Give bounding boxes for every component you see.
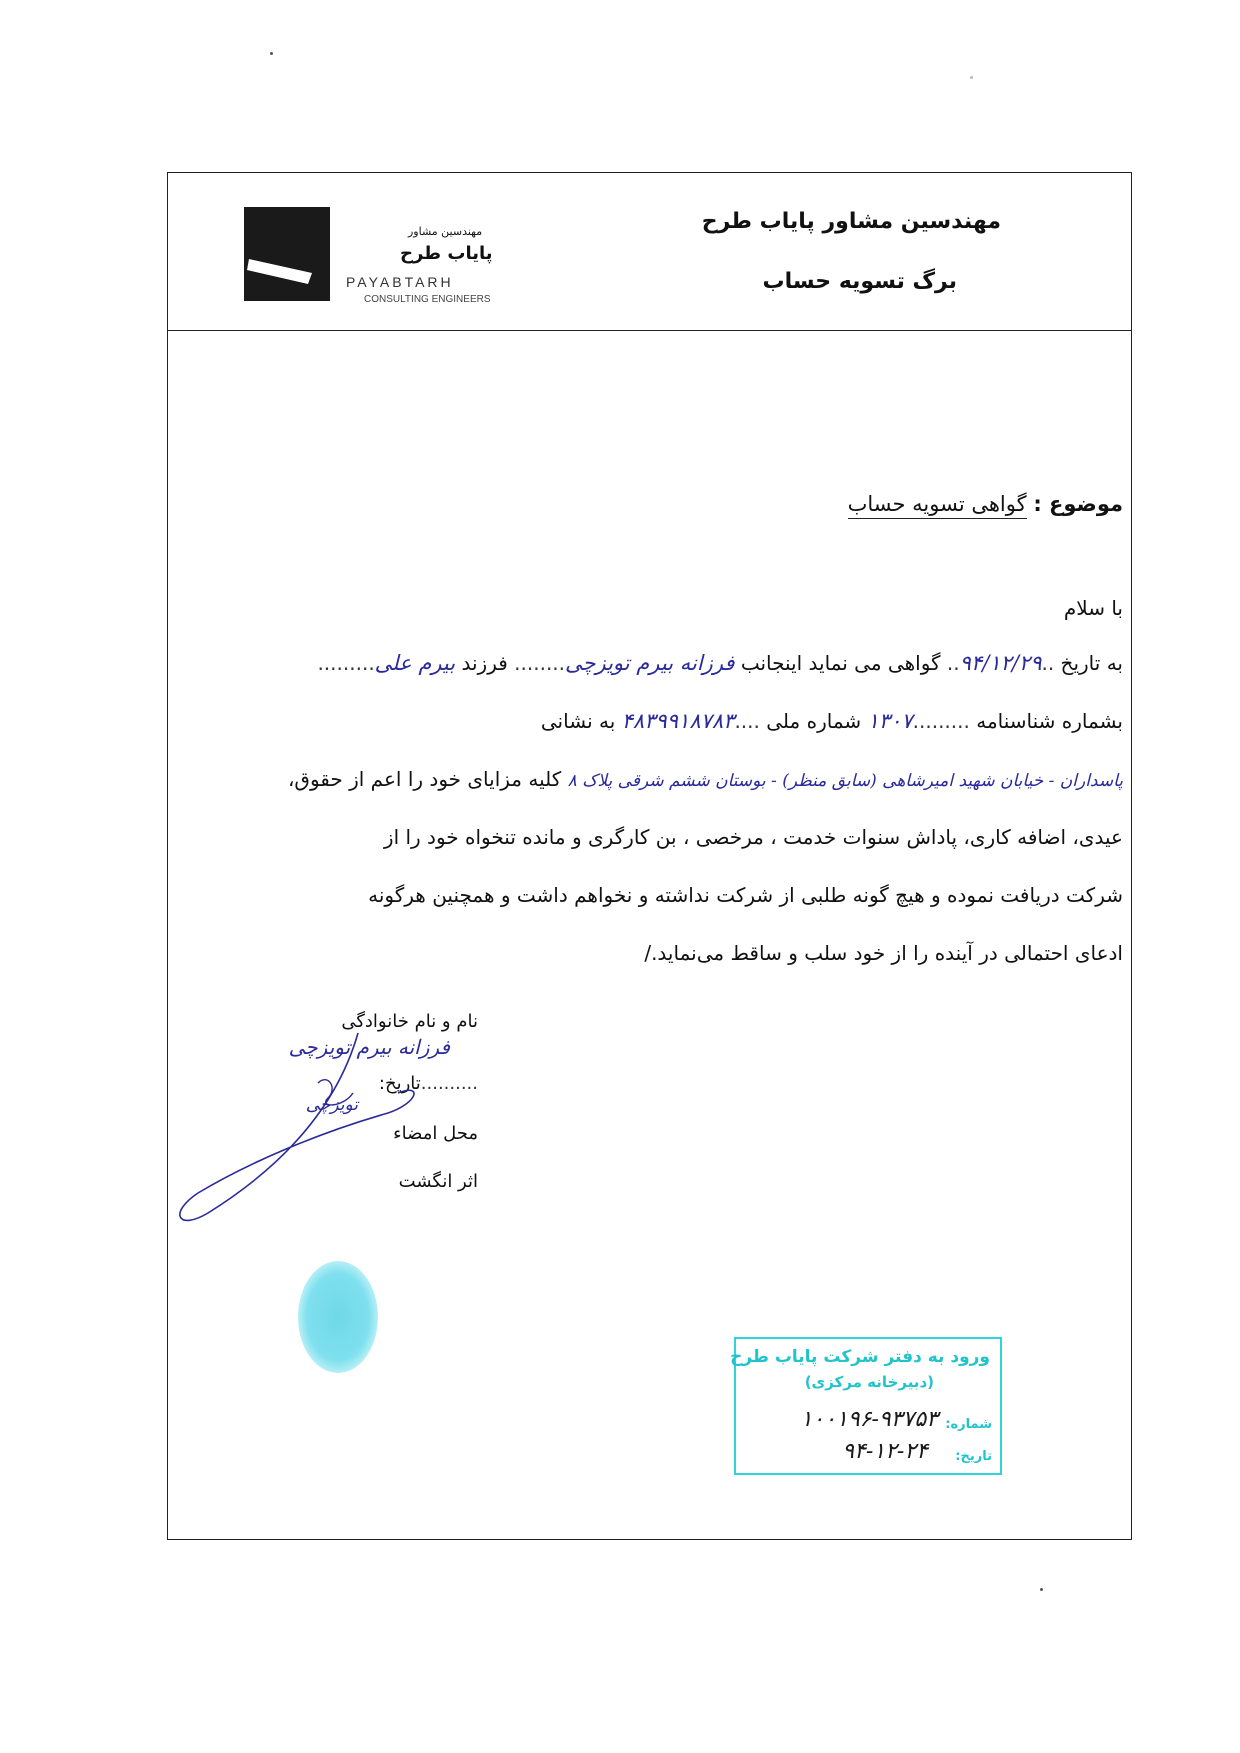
logo-stripe-icon bbox=[244, 207, 330, 301]
stamp-title: ورود به دفتر شرکت پایاب طرح bbox=[730, 1347, 990, 1367]
body-line-1: به تاریخ ..۹۴/۱۲/۲۹.. گواهی می نماید اینجانب فرزانه بیرم تویزچی........ فرزند بیرم علی......... bbox=[317, 651, 1123, 675]
stamp-date-value: ۹۴-۱۲-۲۴ bbox=[842, 1439, 928, 1464]
settlement-form bbox=[167, 172, 1132, 1540]
subject-label: موضوع : bbox=[1033, 492, 1123, 516]
scan-speck bbox=[970, 76, 973, 79]
fingerprint-icon bbox=[298, 1261, 378, 1373]
logo-english-sub: CONSULTING ENGINEERS bbox=[364, 294, 491, 305]
company-logo-mark bbox=[244, 207, 330, 301]
company-name: مهندسین مشاور پایاب طرح bbox=[701, 209, 1001, 234]
stamp-number-label: شماره: bbox=[945, 1417, 992, 1432]
stamp-number-value: ۱۰۰۱۹۶-۹۳۷۵۳ bbox=[800, 1407, 938, 1432]
handwritten-address: پاسداران - خیابان شهید امیرشاهی (سابق منظر) - بوستان ششم شرقی پلاک ۸ bbox=[567, 771, 1123, 791]
handwritten-father-name: بیرم علی bbox=[374, 651, 456, 675]
name-label: نام و نام خانوادگی bbox=[341, 1011, 478, 1032]
handwritten-name: فرزانه بیرم تویزچی bbox=[565, 651, 735, 675]
greeting: با سلام bbox=[1063, 596, 1123, 620]
signature-scribble-icon bbox=[168, 1013, 468, 1233]
body-line-5: شرکت دریافت نموده و هیچ گونه طلبی از شرکت نداشته و نخواهم داشت و همچنین هرگونه bbox=[368, 883, 1123, 907]
subject-value: گواهی تسویه حساب bbox=[848, 492, 1027, 519]
fingerprint-label: اثر انگشت bbox=[398, 1171, 478, 1192]
date-label: ..........تاریخ: bbox=[378, 1073, 478, 1094]
subject-line bbox=[848, 492, 1123, 516]
handwritten-national-id: ۴۸۳۹۹۱۸۷۸۳ bbox=[621, 709, 735, 733]
text: شماره ملی bbox=[766, 709, 862, 733]
text: بشماره شناسنامه bbox=[976, 709, 1123, 733]
body-line-2: بشماره شناسنامه .........۱۳۰۷ شماره ملی ....۴۸۳۹۹۱۸۷۸۳ به نشانی bbox=[540, 709, 1123, 733]
stamp-date-label: تاریخ: bbox=[955, 1449, 992, 1464]
handwritten-signature-text: تویزچی bbox=[305, 1095, 358, 1115]
text: گواهی می نماید اینجانب bbox=[740, 651, 941, 675]
receipt-stamp bbox=[730, 1337, 1002, 1475]
logo-english: PAYABTARH bbox=[346, 274, 454, 290]
text: به نشانی bbox=[540, 709, 616, 733]
scan-speck bbox=[270, 52, 273, 55]
body-line-4: عیدی، اضافه کاری، پاداش سنوات خدمت ، مرخصی ، بن کارگری و مانده تنخواه خود را از bbox=[383, 825, 1123, 849]
handwritten-signer-name: فرزانه بیرم تویزچی bbox=[288, 1035, 450, 1059]
form-header bbox=[168, 173, 1131, 331]
scan-speck bbox=[1040, 1588, 1043, 1591]
body-line-6: ادعای احتمالی در آینده را از خود سلب و ساقط می‌نماید./ bbox=[644, 941, 1123, 965]
signature-place-label: محل امضاء bbox=[393, 1123, 478, 1144]
text: فرزند bbox=[461, 651, 508, 675]
text: کلیه مزایای خود را اعم از حقوق، bbox=[287, 767, 562, 791]
handwritten-id-number: ۱۳۰۷ bbox=[867, 709, 913, 733]
logo-persian-small: مهندسین مشاور bbox=[408, 225, 483, 238]
handwritten-date: ۹۴/۱۲/۲۹ bbox=[959, 651, 1042, 675]
body-line-3 bbox=[288, 767, 1123, 791]
stamp-subtitle: (دبیرخانه مرکزی) bbox=[804, 1373, 934, 1391]
form-title: برگ تسویه حساب bbox=[762, 269, 957, 294]
logo-persian: پایاب طرح bbox=[400, 243, 493, 264]
text: به تاریخ bbox=[1060, 651, 1123, 675]
